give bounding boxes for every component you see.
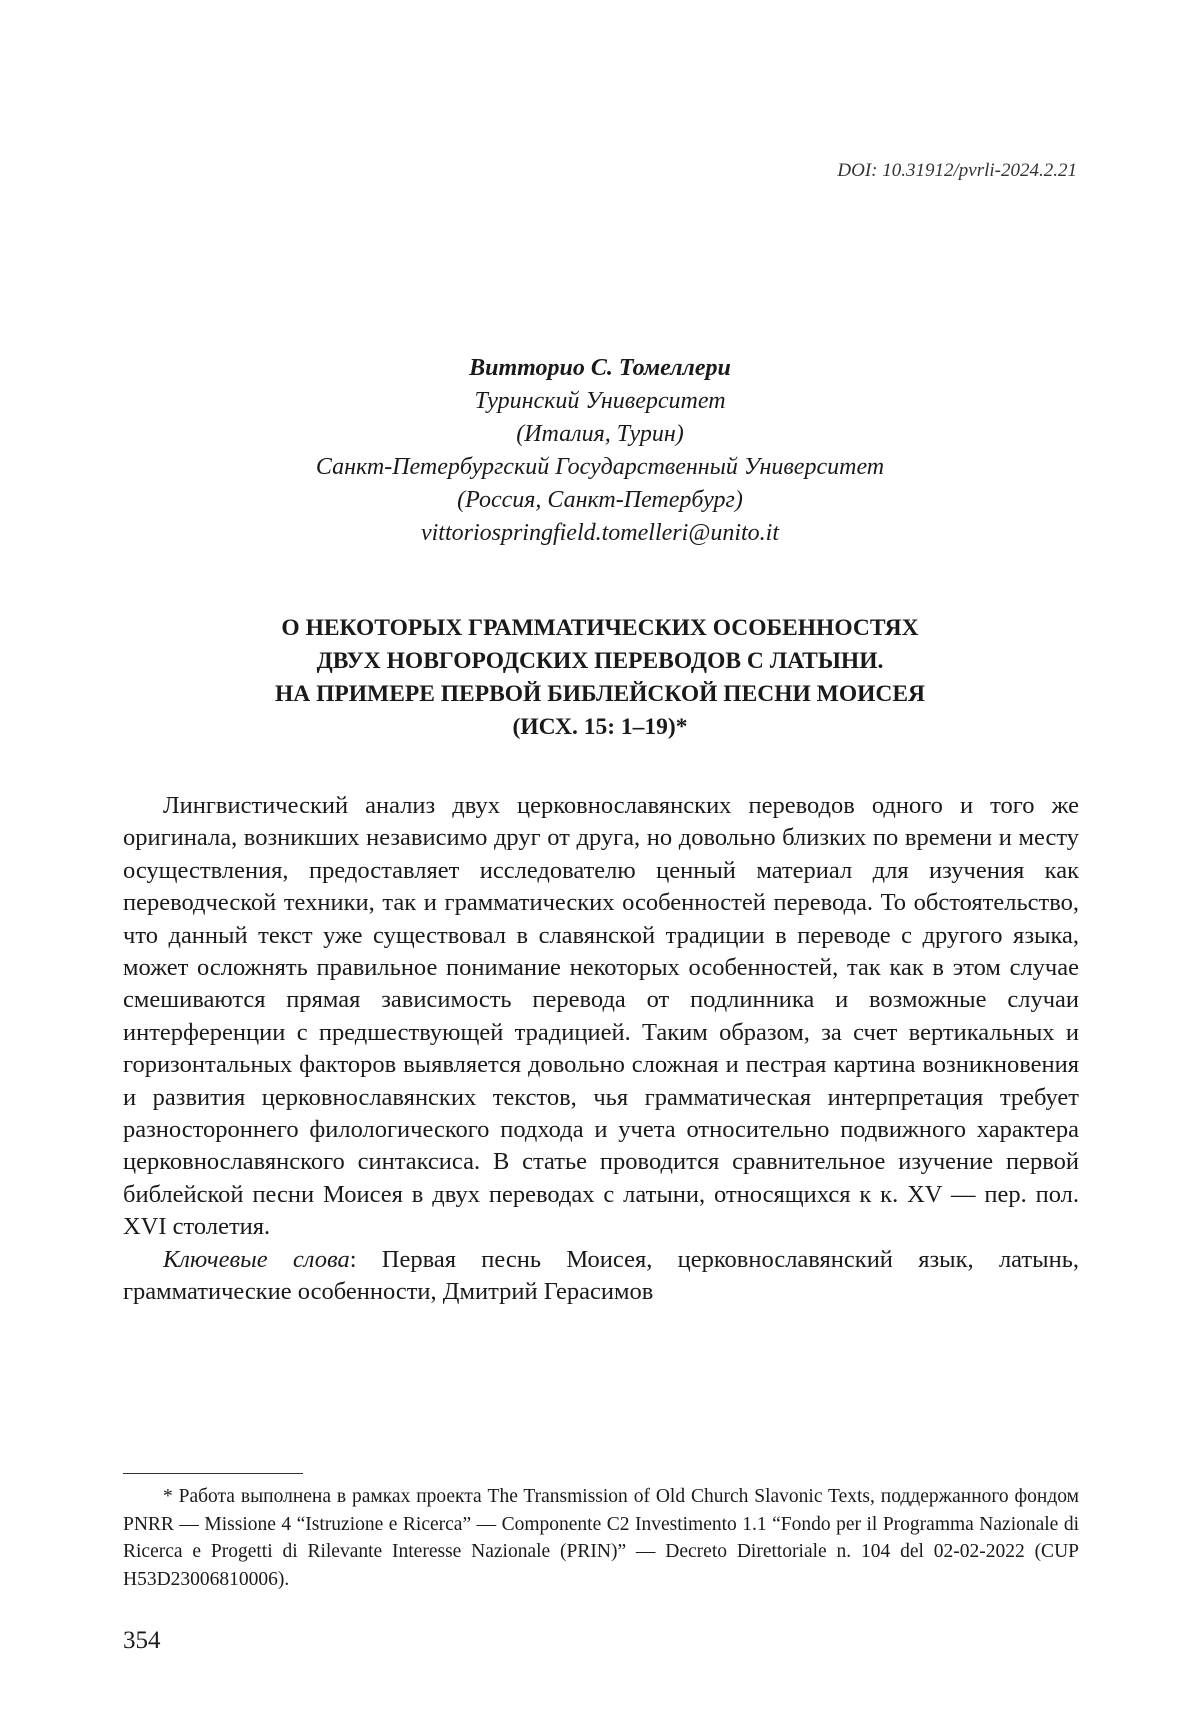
keywords — [123, 1244, 1079, 1309]
affiliation-2: Санкт-Петербургский Государственный Университет — [315, 454, 885, 480]
keywords-label: Ключевые слова — [163, 1245, 350, 1273]
footnote-divider — [123, 1473, 303, 1474]
article-title — [0, 612, 1200, 744]
title-line-4: (ИСХ. 15: 1–19)* — [512, 714, 688, 740]
page-number: 354 — [123, 1627, 161, 1654]
location-2: (Россия, Санкт-Петербург) — [457, 487, 743, 513]
title-line-1: О НЕКОТОРЫХ ГРАММАТИЧЕСКИХ ОСОБЕННОСТЯХ — [281, 615, 919, 641]
title-line-3: НА ПРИМЕРЕ ПЕРВОЙ БИБЛЕЙСКОЙ ПЕСНИ МОИСЕЯ — [274, 681, 925, 707]
abstract-text: Лингвистический анализ двух церковнославянских переводов одного и того же оригинала, возникших независимо друг от друга, но довольно близких по времени и месту осуществления, предоставляет исследователю ценный материал для изучения как переводческой техники, так и грамматических особенностей перевода. То обстоятельство, что данный текст уже существовал в славянской традиции в переводе с другого языка, может осложнять правильное понимание некоторых особенностей, так как в этом случае смешиваются прямая зависимость перевода от подлинника и возможные случаи интерференции с предшествующей традицией. Таким образом, за счет вертикальных и горизонтальных факторов выявляется довольно сложная и пестрая картина возникновения и развития церковнославянских текстов, чья грамматическая интерпретация требует разностороннего филологического подхода и учета относительно подвижного характера церковнославянского синтаксиса. В статье проводится сравнительное изучение первой библейской песни Моисея в двух переводах с латыни, относящихся к к. XV — пер. пол. XVI столетия. — [123, 792, 1079, 1241]
footnote — [123, 1483, 1079, 1593]
doi-label: DOI: 10.31912/pvrli-2024.2.21 — [837, 160, 1077, 181]
title-line-2: ДВУХ НОВГОРОДСКИХ ПЕРЕВОДОВ С ЛАТЫНИ. — [316, 648, 884, 674]
author-email[interactable]: vittoriospringfield.tomelleri@unito.it — [420, 520, 780, 546]
abstract — [123, 790, 1079, 1309]
footnote-text: * Работа выполнена в рамках проекта The Transmission of Old Church Slavonic Texts, поддержанного фондом PNRR — Missione 4 “Istruzione e Ricerca” — Componente C2 Investimento 1.1 “Fondo per il Programma Nazionale di Ricerca e Progetti di Rilevante Interesse Nazionale (PRIN)” — Decreto Direttoriale n. 104 del 02-02-2022 (CUP H53D23006810006). — [123, 1486, 1079, 1590]
keywords-text: : Первая песнь Моисея, церковнославянский язык, латынь, грамматические особенности, Дмитрий Герасимов — [123, 1245, 1079, 1306]
author-block — [0, 352, 1200, 550]
affiliation-1: Туринский Университет — [474, 388, 726, 414]
location-1: (Италия, Турин) — [516, 421, 684, 447]
author-name: Витторио С. Томеллери — [469, 355, 731, 381]
